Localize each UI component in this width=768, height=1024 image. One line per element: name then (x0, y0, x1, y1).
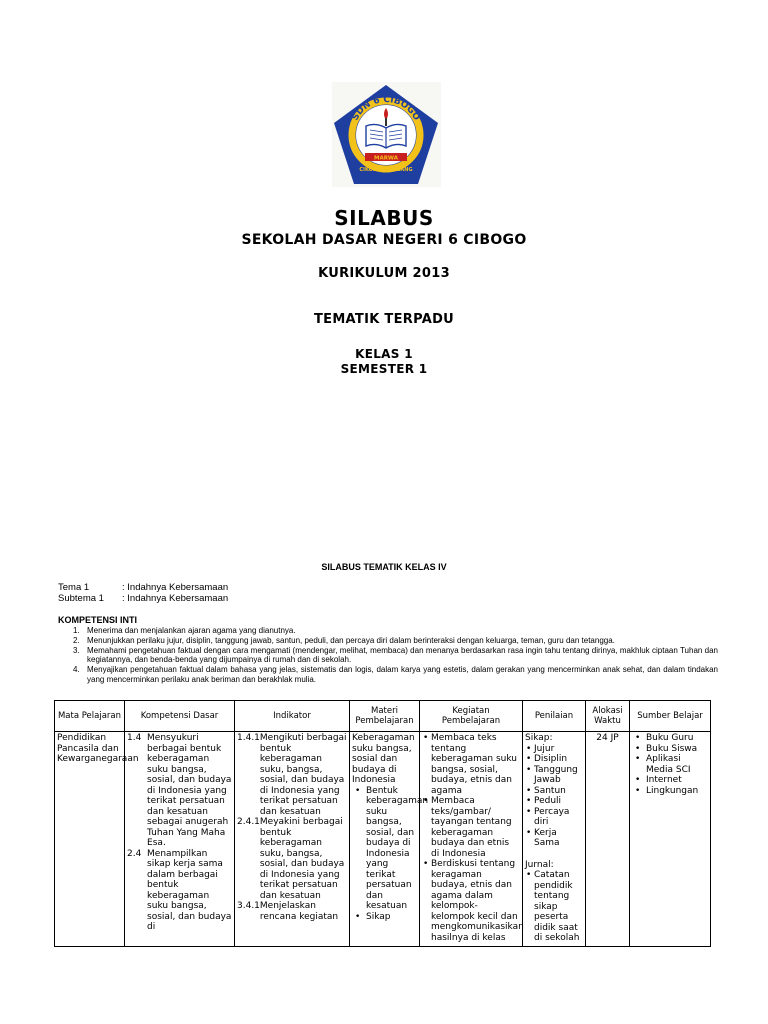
header-kegiatan: Kegiatan Pembelajaran (420, 701, 523, 732)
penilaian-item: • Catatan pendidik tentang sikap peserta didik saat di sekolah (525, 870, 583, 944)
cell-mapel: Pendidikan Pancasila dan Kewarganegaraan (55, 732, 125, 947)
ki-item: 1. Menerima dan menjalankan ajaran agama yang dianutnya. (73, 626, 296, 635)
sumber-item: • Aplikasi Media SCI (632, 754, 708, 775)
header-kd: Kompetensi Dasar (125, 701, 235, 732)
school-logo (332, 82, 441, 187)
kd-item: 1.4 Mensyukuri berbagai bentuk keberagaman suku bangsa, sosial, dan budaya di Indonesia yang terikat persatuan dan kesatuan sebagai anugerah Tuhan Yang Maha Esa. (127, 733, 232, 848)
penilaian-item: • Disiplin (525, 754, 583, 765)
kegiatan-item: • Membaca teks/gambar/ tayangan tentang keberagaman budaya dan etnis di Indonesia (422, 796, 520, 859)
sumber-list (632, 733, 708, 796)
materi-item: • Bentuk keberagaman suku bangsa, sosial, dan budaya di Indonesia yang terikat persatuan dan kesatuan (352, 786, 417, 912)
syllabus-table (54, 700, 711, 947)
header-indikator: Indikator (235, 701, 350, 732)
tema-row (58, 582, 228, 593)
penilaian-item: • Santun (525, 786, 583, 797)
ki-item: 2. Menunjukkan perilaku jujur, disiplin, tanggung jawab, santun, peduli, dan percaya diri dalam berinteraksi dengan keluarga, teman, guru dan tetangga. (73, 635, 615, 645)
sumber-item: • Buku Guru (632, 733, 708, 744)
ki-item: 3. Memahami pengetahuan faktual dengan cara mengamati (mendengar, melihat, membaca) dan menanya berdasarkan rasa ingin tahu tentang dirinya, makhluk ciptaan Tuhan dan kegiatannya, dan benda-benda yang dijumpainya di rumah dan di sekolah. (73, 645, 718, 665)
materi-list (352, 785, 429, 923)
cell-indikator (235, 732, 350, 947)
subtema-label: Subtema 1 (58, 593, 104, 604)
kegiatan-item: • Berdiskusi tentang keragaman budaya, etnis dan agama dalam kelompok-kelompok kecil dan mengkomunikasikan hasilnya di kelas (422, 859, 520, 943)
materi-intro: Keberagaman suku bangsa, sosial dan budaya di Indonesia (352, 733, 415, 785)
penilaian-item: • Peduli (525, 796, 583, 807)
subtema-row (58, 593, 228, 604)
cell-sumber (630, 732, 711, 947)
theme-label: TEMATIK TERPADU (313, 312, 455, 327)
header-sumber: Sumber Belajar (630, 701, 711, 732)
kd-item: 2.4 Menampilkan sikap kerja sama dalam berbagai bentuk keberagaman suku bangsa, sosial, dan budaya di (127, 848, 232, 932)
semester-label: SEMESTER 1 (340, 362, 428, 376)
header-mapel: Mata Pelajaran (55, 701, 125, 732)
cell-alokasi: 24 JP (586, 732, 630, 947)
logo-motto: MARWA (373, 155, 399, 162)
penilaian-item: • Kerja Sama (525, 828, 583, 849)
kegiatan-item: • Membaca teks tentang keberagaman suku bangsa, sosial, budaya, etnis dan agama (422, 733, 520, 796)
cell-materi (350, 732, 429, 947)
school-logo-emblem (332, 82, 441, 187)
penilaian-sikap-list (525, 744, 583, 849)
table-row (55, 732, 711, 947)
ki-item: 4. Menyajikan pengetahuan faktual dalam bahasa yang jelas, sistematis dan logis, dalam karya yang estetis, dalam gerakan yang mencerminkan anak sehat, dan dalam tindakan yang mencerminkan perilaku anak beriman dan berakhlak mulia. (73, 665, 718, 684)
logo-top-text: SDN 6 CIBOGO (350, 94, 422, 123)
header-penilaian: Penilaian (523, 701, 586, 732)
school-name: SEKOLAH DASAR NEGERI 6 CIBOGO (241, 232, 527, 248)
penilaian-jurnal-list (525, 870, 583, 944)
indikator-item: 1.4.1 Mengikuti berbagai bentuk keberagaman suku, bangsa, sosial, dan budaya di Indonesia yang terikat persatuan dan kesatuan (237, 733, 347, 817)
subtema-value: : Indahnya Kebersamaan (122, 593, 229, 604)
tema-label: Tema 1 (58, 582, 90, 593)
indikator-item: 2.4.1 Meyakini berbagai bentuk keberagaman suku, bangsa, sosial, dan budaya di Indonesia yang terikat persatuan dan kesatuan (237, 817, 345, 901)
ki-list (58, 626, 718, 685)
sumber-item: • Lingkungan (632, 786, 708, 797)
table-header-row (55, 701, 711, 732)
cell-kegiatan (420, 732, 523, 947)
ki-heading: KOMPETENSI INTI (58, 615, 138, 625)
tema-value: : Indahnya Kebersamaan (122, 582, 229, 593)
logo-bottom-text: CIKOLE - LEMBANG (359, 167, 413, 173)
kegiatan-list (422, 733, 524, 943)
cell-kd (125, 732, 235, 947)
penilaian-sikap-label: Sikap: (525, 733, 553, 743)
penilaian-item: • Jujur (525, 744, 583, 755)
sumber-item: • Buku Siswa (632, 744, 708, 755)
cell-penilaian (523, 732, 586, 947)
penilaian-item: • Tanggung Jawab (525, 765, 583, 786)
document-title: SILABUS (334, 206, 434, 230)
header-materi: Materi Pembelajaran (350, 701, 420, 732)
header-alokasi: Alokasi Waktu (586, 701, 630, 732)
penilaian-jurnal-label: Jurnal: (525, 859, 554, 870)
materi-item: • Sikap (352, 912, 417, 923)
sumber-item: • Internet (632, 775, 708, 786)
curriculum-label: KURIKULUM 2013 (318, 266, 450, 281)
penilaian-item: • Percaya diri (525, 807, 583, 828)
grade-label: KELAS 1 (355, 347, 413, 361)
indikator-item: 3.4.1 Menjelaskan rencana kegiatan (237, 901, 339, 922)
syllabus-subtitle: SILABUS TEMATIK KELAS IV (321, 562, 447, 572)
